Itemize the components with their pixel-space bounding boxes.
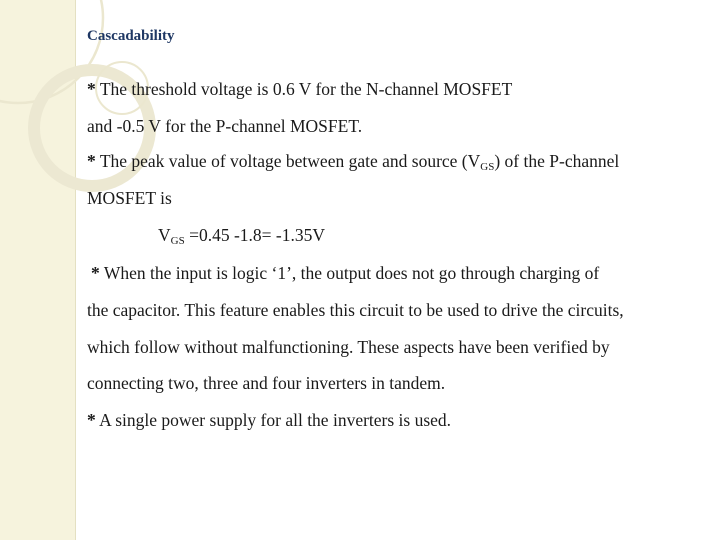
bullet-1-text-1: The threshold voltage is 0.6 V for the N-channel MOSFET xyxy=(99,79,513,99)
equation-symbol: V xyxy=(158,225,171,245)
bullet-2-text-after: ) of the P-channel xyxy=(494,151,620,171)
bullet-1-text-2: and -0.5 V for the P-channel MOSFET. xyxy=(87,116,363,136)
equation-subscript: GS xyxy=(170,235,185,247)
bullet-1-marker: * xyxy=(87,79,96,99)
equation-rhs: =0.45 -1.8= -1.35V xyxy=(184,225,325,245)
bullet-4-text-1: A single power supply for all the inverters is used. xyxy=(99,410,452,430)
bullet-4-line-1 xyxy=(87,412,451,430)
equation xyxy=(158,227,325,247)
bullet-3-line-1 xyxy=(91,265,599,283)
bullet-2-text-before: The peak value of voltage between gate and source (V xyxy=(99,151,481,171)
bullet-2-text-2: MOSFET is xyxy=(87,188,172,208)
bullet-2-subscript: GS xyxy=(480,161,495,173)
bullet-2-marker: * xyxy=(87,151,96,171)
bullet-3-marker: * xyxy=(91,263,100,283)
bullet-3-text-3: which follow without malfunctioning. These aspects have been verified by xyxy=(87,337,610,357)
bullet-4-marker: * xyxy=(87,410,96,430)
bullet-2-line-1 xyxy=(87,153,619,173)
bullet-1-line-1 xyxy=(87,81,512,99)
bullet-3-text-2: the capacitor. This feature enables this circuit to be used to drive the circuits, xyxy=(87,300,624,320)
slide-title: Cascadability xyxy=(87,28,175,44)
bullet-3-text-1: When the input is logic ‘1’, the output does not go through charging of xyxy=(103,263,600,283)
bullet-3-text-4: connecting two, three and four inverters in tandem. xyxy=(87,373,446,393)
